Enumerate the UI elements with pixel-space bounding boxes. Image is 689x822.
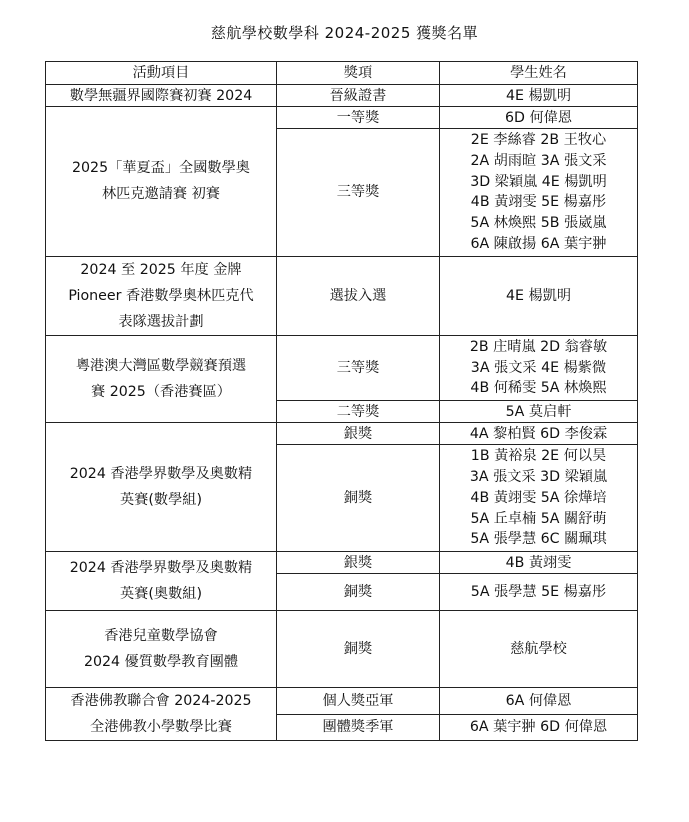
activity-line: 2024 優質數學教育團體	[83, 654, 239, 671]
award-cell: 銀獎	[277, 552, 440, 574]
table-row	[46, 256, 638, 335]
award-cell: 銀獎	[277, 423, 440, 445]
students-cell: 5A 莫启軒	[440, 401, 638, 423]
student-line: 3A 張文采 3D 梁穎嵐	[469, 468, 608, 485]
students-cell: 6D 何偉恩	[440, 107, 638, 129]
activity-line: 林匹克邀請賽 初賽	[101, 186, 220, 203]
table-row	[46, 107, 638, 129]
students-cell: 慈航學校	[440, 611, 638, 688]
activity-line: 2024 香港學界數學及奧數精	[69, 466, 253, 483]
table-row	[46, 688, 638, 715]
student-line: 6A 陳啟揚 6A 葉宇翀	[470, 235, 607, 252]
student-line: 3A 張文采 4E 楊紫微	[470, 359, 607, 376]
award-cell: 銅獎	[277, 611, 440, 688]
award-cell: 三等獎	[277, 129, 440, 257]
award-cell: 選拔入選	[277, 256, 440, 335]
award-cell: 一等獎	[277, 107, 440, 129]
student-line: 4B 黃翊雯 5E 楊嘉彤	[470, 194, 607, 211]
activity-line: Pioneer 香港數學奧林匹克代	[68, 287, 254, 304]
students-cell: 4E 楊凱明	[440, 85, 638, 107]
column-header-activity: 活動項目	[46, 62, 277, 85]
activity-line: 2024 至 2025 年度 金牌	[80, 261, 242, 278]
award-cell: 個人獎亞軍	[277, 688, 440, 715]
students-cell: 6A 何偉恩	[440, 688, 638, 715]
page-title: 慈航學校數學科 2024-2025 獲獎名單	[210, 24, 479, 42]
table-header-row	[46, 62, 638, 85]
student-line: 4B 何稀雯 5A 林煥熙	[470, 380, 607, 397]
student-line: 2E 李絲睿 2B 王牧心	[470, 132, 607, 148]
students-cell: 6A 葉宇翀 6D 何偉恩	[440, 714, 638, 741]
student-line: 2A 胡雨暄 3A 張文采	[470, 152, 607, 169]
student-line: 4B 黃翊雯 5A 徐燁培	[470, 489, 607, 506]
student-line: 5A 丘卓楠 5A 關舒萌	[470, 510, 607, 527]
activity-line: 香港佛教聯合會 2024-2025	[70, 693, 252, 710]
activity-cell	[46, 552, 277, 611]
student-line: 1B 黃裕泉 2E 何以昊	[470, 448, 607, 465]
activity-cell	[46, 107, 277, 257]
table-row	[46, 552, 638, 574]
student-line: 2B 庄晴嵐 2D 翁睿敏	[469, 338, 608, 355]
student-line: 3D 梁穎嵐 4E 楊凱明	[470, 173, 607, 190]
activity-line: 香港兒童數學協會	[104, 628, 218, 645]
students-cell	[440, 129, 638, 257]
activity-cell	[46, 688, 277, 741]
table-row	[46, 423, 638, 445]
award-cell: 三等獎	[277, 335, 440, 400]
students-cell: 4B 黃翊雯	[440, 552, 638, 574]
column-header-award: 獎項	[277, 62, 440, 85]
table-row	[46, 335, 638, 400]
students-cell	[440, 335, 638, 400]
award-cell: 團體獎季軍	[277, 714, 440, 741]
activity-line: 2024 香港學界數學及奧數精	[69, 560, 253, 577]
students-cell: 4E 楊凱明	[440, 256, 638, 335]
activity-cell	[46, 423, 277, 552]
awards-table	[45, 61, 638, 741]
activity-line: 全港佛教小學數學比賽	[90, 719, 232, 736]
table-row	[46, 611, 638, 688]
activity-line: 表隊選拔計劃	[118, 313, 204, 330]
award-cell: 銅獎	[277, 574, 440, 611]
students-cell: 5A 張學慧 5E 楊嘉彤	[440, 574, 638, 611]
students-cell: 4A 黎柏賢 6D 李俊霖	[440, 423, 638, 445]
award-cell: 晉級證書	[277, 85, 440, 107]
activity-cell	[46, 85, 277, 107]
activity-line: 英賽(數學組)	[119, 492, 202, 509]
table-row	[46, 85, 638, 107]
activity-cell	[46, 611, 277, 688]
activity-line: 粵港澳大灣區數學競賽預選	[75, 357, 247, 374]
activity-line: 英賽(奧數組)	[119, 586, 202, 603]
column-header-students: 學生姓名	[440, 62, 638, 85]
award-cell: 二等獎	[277, 401, 440, 423]
activity-line: 2025「華夏盃」全國數學奧	[72, 160, 250, 177]
activity-line: 賽 2025（香港賽區）	[91, 383, 231, 400]
activity-cell	[46, 335, 277, 422]
activity-line: 數學無疆界國際賽初賽 2024	[69, 87, 253, 104]
award-cell: 銅獎	[277, 445, 440, 552]
student-line: 5A 林煥熙 5B 張崴嵐	[470, 215, 607, 232]
student-line: 5A 張學慧 6C 關珮琪	[470, 531, 607, 548]
activity-cell	[46, 256, 277, 335]
students-cell	[440, 445, 638, 552]
